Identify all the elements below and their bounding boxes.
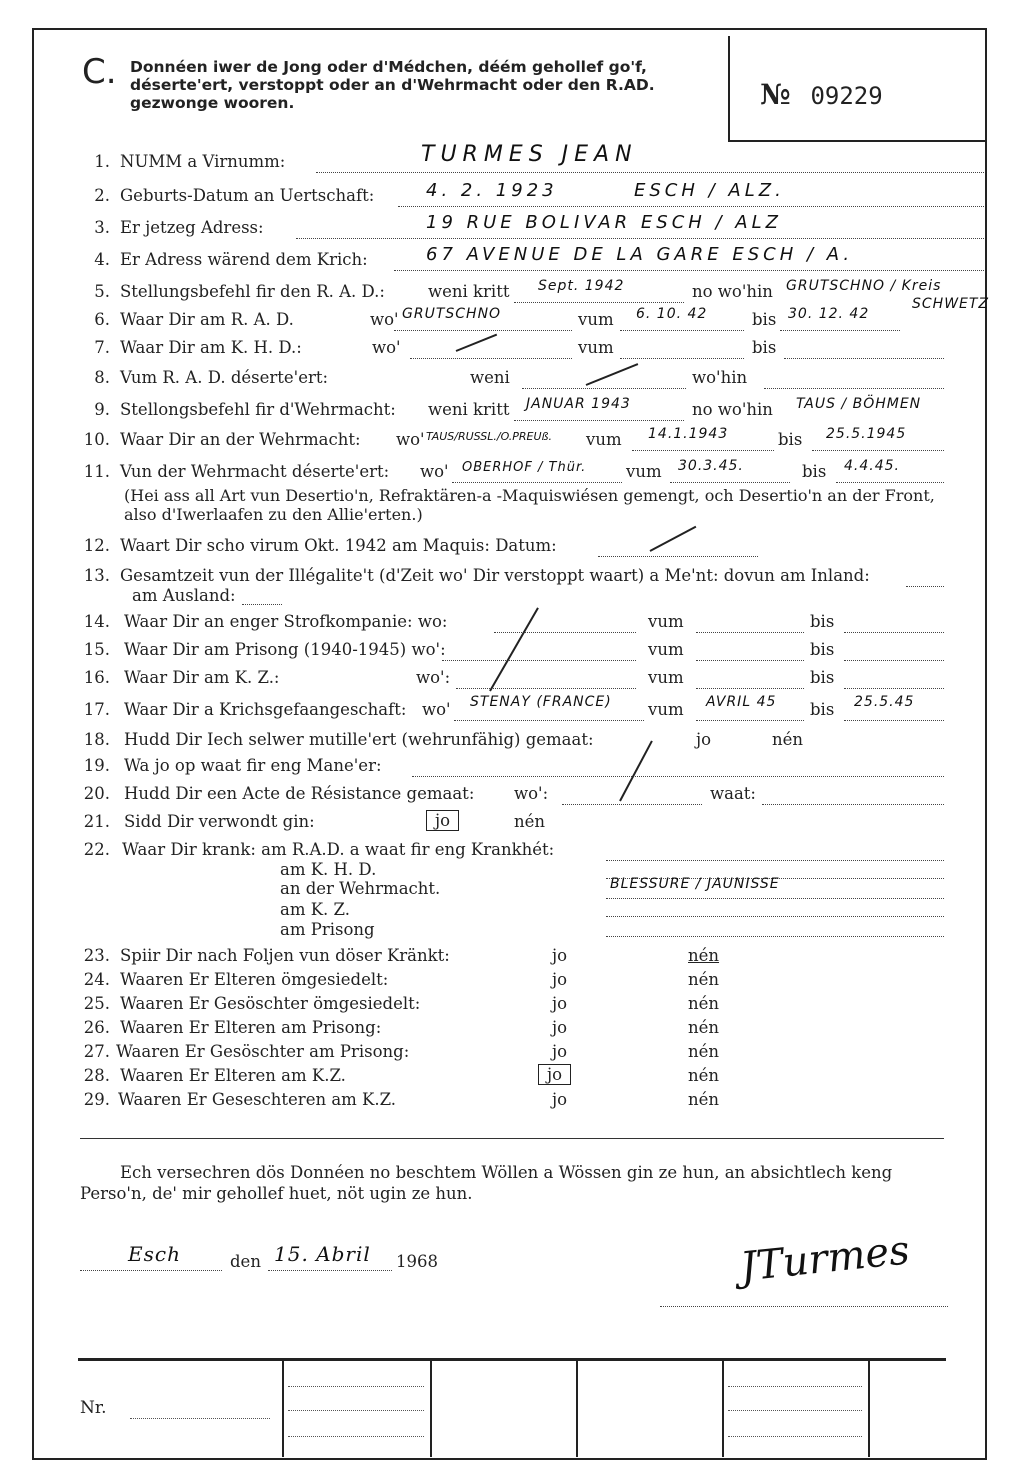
fill-line[interactable] (844, 688, 944, 689)
field-value-handwritten: 19 RUE BOLIVAR ESCH / ALZ (426, 212, 782, 233)
fill-line[interactable] (394, 270, 984, 271)
field-number: 16. (83, 668, 110, 687)
fill-line[interactable] (844, 660, 944, 661)
fill-line[interactable] (836, 482, 944, 483)
fill-line[interactable] (812, 450, 944, 451)
field-label: Waaren Er Elteren am K.Z. (120, 1066, 346, 1085)
option-nen[interactable]: nén (688, 1018, 720, 1037)
field-number: 21. (83, 812, 110, 831)
nr-label: Nr. (80, 1398, 107, 1418)
field-label: wo' (420, 462, 449, 481)
field-number: 27. (83, 1042, 110, 1061)
yesno-row (76, 1018, 984, 1044)
form-number (760, 78, 883, 111)
field-mutilation-how (76, 756, 984, 782)
field-label: Waar Dir an enger Strofkompanie: wo: (124, 612, 448, 631)
fill-line[interactable] (606, 916, 944, 917)
field-label: bis (752, 338, 777, 357)
option-nen[interactable]: nén (688, 994, 720, 1013)
field-label: Waaren Er Gesöschter ömgesiedelt: (120, 994, 421, 1013)
field-label: vum (648, 640, 684, 659)
fill-line[interactable] (268, 1270, 392, 1271)
field-number: 4. (94, 250, 110, 269)
section-letter: C. (82, 52, 117, 92)
fill-line[interactable] (844, 720, 944, 721)
field-number: 20. (83, 784, 110, 803)
field-label: bis (810, 700, 835, 719)
field-number: 18. (83, 730, 110, 749)
field-value-handwritten: 67 AVENUE DE LA GARE ESCH / A. (426, 244, 854, 265)
header-divider (728, 36, 730, 142)
illness-value: BLESSURE / JAUNISSE (610, 876, 780, 892)
field-rad (76, 296, 990, 336)
option-jo[interactable]: jo (552, 1018, 568, 1037)
option-nen[interactable]: nén (772, 730, 804, 749)
field-label: Vun der Wehrmacht déserte'ert: (120, 462, 390, 481)
field-pow (76, 694, 984, 726)
field-label: Waar Dir a Krichsgefaangeschaft: (124, 700, 407, 719)
field-maquis (76, 536, 984, 562)
field-label: Stellongsbefehl fir d'Wehrmacht: (120, 400, 396, 419)
field-number: 11. (83, 462, 110, 481)
fill-line[interactable] (670, 482, 790, 483)
yesno-row (76, 970, 984, 996)
option-jo[interactable]: jo (552, 994, 568, 1013)
wehrmacht-order-place: TAUS / BÖHMEN (796, 396, 922, 412)
fill-line[interactable] (696, 660, 804, 661)
rad-to: 30. 12. 42 (788, 306, 870, 322)
signature-fill-line[interactable] (660, 1306, 948, 1307)
footer-divider (78, 1358, 946, 1361)
fill-line[interactable] (398, 206, 984, 207)
footer-column-divider (282, 1361, 284, 1457)
field-label: Sidd Dir verwondt gin: (124, 812, 315, 831)
field-label: vum (578, 338, 614, 357)
pow-from: AVRIL 45 (706, 694, 777, 710)
field-number: 22. (83, 840, 110, 859)
rad-order-date: Sept. 1942 (538, 278, 625, 294)
field-label: Waar Dir am Prisong (1940-1945) wo': (124, 640, 446, 659)
desertion-note: (Hei ass all Art vun Desertio'n, Refraktären-a -Maquiswiésen gemengt, och Desertio'n an der Front, also d'Iwerlaafen zu den Allie'erten.) (124, 486, 935, 524)
field-number: 8. (94, 368, 110, 387)
option-jo[interactable]: jo (552, 946, 568, 965)
fill-line[interactable] (620, 330, 744, 331)
form-number-value: 09229 (810, 82, 883, 110)
number-symbol: № (760, 78, 791, 111)
field-number: 5. (94, 282, 110, 301)
field-label: Waar Dir krank: am R.A.D. a waat fir eng Krankhét: (122, 840, 555, 859)
footer-cell-line[interactable] (288, 1386, 424, 1387)
field-label: Waar Dir am R. A. D. (120, 310, 294, 329)
fill-line[interactable] (632, 450, 774, 451)
field-label: weni (470, 368, 510, 387)
field-label: bis (810, 668, 835, 687)
field-kz (76, 668, 984, 694)
field-label: den (230, 1252, 261, 1271)
field-label: vum (648, 612, 684, 631)
fill-line[interactable] (606, 860, 944, 861)
yesno-row (76, 1090, 984, 1116)
field-label: wo'hin (692, 368, 748, 387)
field-label: Waar Dir an der Wehrmacht: (120, 430, 361, 449)
yesno-row (76, 994, 984, 1020)
field-war-address (76, 244, 984, 276)
fill-line[interactable] (242, 604, 282, 605)
fill-line[interactable] (784, 358, 944, 359)
field-label: bis (752, 310, 777, 329)
rad-order-place: GRUTSCHNO / Kreis (786, 278, 942, 294)
field-label: bis (778, 430, 803, 449)
fill-line[interactable] (762, 804, 944, 805)
field-number: 25. (83, 994, 110, 1013)
fill-line[interactable] (514, 420, 684, 421)
field-label: wo' (396, 430, 425, 449)
option-nen-selected[interactable]: nén (688, 946, 720, 965)
fill-line[interactable] (764, 388, 944, 389)
field-number: 26. (83, 1018, 110, 1037)
rad-from: 6. 10. 42 (636, 306, 708, 322)
fill-line[interactable] (442, 660, 636, 661)
field-number: 28. (83, 1066, 110, 1085)
illness-sub-label: an der Wehrmacht. (280, 879, 441, 898)
fill-line[interactable] (844, 632, 944, 633)
field-label: vum (578, 310, 614, 329)
footer-cell-line[interactable] (288, 1410, 424, 1411)
field-prison (76, 640, 984, 666)
field-label: Waaren Er Elteren ömgesiedelt: (120, 970, 389, 989)
fill-line[interactable] (620, 358, 744, 359)
fill-line[interactable] (412, 776, 944, 777)
fill-line[interactable] (696, 720, 804, 721)
form-title: Donnéen iwer de Jong oder d'Médchen, déém gehollef go'f, déserte'ert, verstoppt oder an d'Wehrmacht oder den R.AD. gezwonge wooren. (130, 58, 655, 112)
option-nen[interactable]: nén (514, 812, 546, 831)
field-rad-order (76, 278, 984, 308)
field-label: Waaren Er Geseschteren am K.Z. (118, 1090, 397, 1109)
field-label: wo': (416, 668, 451, 687)
birth-date-value: 4. 2. 1923 (426, 180, 558, 201)
desertion-place: OBERHOF / Thür. (462, 460, 587, 475)
wehrmacht-order-date: JANUAR 1943 (526, 396, 631, 412)
fill-line[interactable] (454, 720, 644, 721)
yesno-row (76, 1066, 984, 1092)
field-khd (76, 338, 984, 364)
field-value-handwritten: TURMES JEAN (421, 142, 638, 167)
footer-column-divider (722, 1361, 724, 1457)
option-jo-selected[interactable]: jo (538, 1064, 571, 1085)
field-number: 13. (83, 566, 110, 585)
field-wehrmacht-deserted (76, 458, 984, 488)
field-illness (76, 840, 984, 940)
field-birth (76, 180, 984, 212)
fill-line[interactable] (696, 688, 804, 689)
field-label: Spiir Dir nach Foljen vun döser Kränkt: (120, 946, 450, 965)
rad-extra-note: SCHWETZ (912, 296, 990, 312)
field-label: bis (810, 640, 835, 659)
fill-line[interactable] (522, 388, 686, 389)
field-label: vum (586, 430, 622, 449)
field-number: 2. (94, 186, 110, 205)
option-nen[interactable]: nén (688, 1042, 720, 1061)
field-label: weni kritt (428, 282, 510, 301)
footer-column-divider (576, 1361, 578, 1457)
field-label: am Ausland: (132, 586, 236, 605)
field-label: no wo'hin (692, 282, 773, 301)
illness-sub-label: am Prisong (280, 920, 375, 939)
footer-cell-line[interactable] (728, 1386, 862, 1387)
field-number: 3. (94, 218, 110, 237)
field-wounded (76, 812, 984, 838)
field-number: 17. (83, 700, 110, 719)
field-penal-company (76, 612, 984, 638)
illness-sub-label: am K. Z. (280, 900, 350, 919)
field-label: Waar Dir am K. Z.: (124, 668, 280, 687)
field-number: 10. (83, 430, 110, 449)
desertion-to: 4.4.45. (844, 458, 900, 474)
illness-sub-label: am K. H. D. (280, 860, 377, 879)
field-label: Stellungsbefehl fir den R. A. D.: (120, 282, 385, 301)
field-label: wo': (514, 784, 549, 803)
field-label: wo' (370, 310, 399, 329)
pow-place: STENAY (FRANCE) (470, 694, 612, 710)
wehrmacht-to: 25.5.1945 (826, 426, 907, 442)
fill-line[interactable] (514, 302, 684, 303)
field-label: Waaren Er Elteren am Prisong: (120, 1018, 382, 1037)
field-label: Gesamtzeit vun der Illégalite't (d'Zeit wo' Dir verstoppt waart) a Me'nt: dovun am Inland: (120, 566, 870, 585)
field-number: 6. (94, 310, 110, 329)
field-label: no wo'hin (692, 400, 773, 419)
yesno-row (76, 1042, 984, 1068)
fill-line[interactable] (606, 936, 944, 937)
field-label: Vum R. A. D. déserte'ert: (120, 368, 329, 387)
field-label: Er Adress wärend dem Krich: (120, 250, 368, 269)
footer-cell-line[interactable] (288, 1436, 424, 1437)
field-address (76, 212, 984, 244)
nr-fill-line[interactable] (130, 1418, 270, 1419)
footer-cell-line[interactable] (728, 1410, 862, 1411)
signature-date: 15. Abril (274, 1242, 371, 1266)
field-number: 23. (83, 946, 110, 965)
header-divider-bottom (728, 140, 986, 142)
option-nen[interactable]: nén (688, 1066, 720, 1085)
fill-line[interactable] (906, 586, 944, 587)
option-jo[interactable]: jo (552, 970, 568, 989)
field-self-mutilation (76, 730, 984, 756)
field-number: 24. (83, 970, 110, 989)
fill-line[interactable] (562, 804, 702, 805)
section-divider (80, 1138, 944, 1139)
fill-line[interactable] (696, 632, 804, 633)
field-label: wo' (372, 338, 401, 357)
field-illegality (76, 566, 984, 610)
fill-line[interactable] (780, 330, 900, 331)
rad-place: GRUTSCHNO (402, 306, 502, 322)
option-jo[interactable]: jo (552, 1042, 568, 1061)
field-label: weni kritt (428, 400, 510, 419)
fill-line[interactable] (80, 1270, 222, 1271)
field-number: 7. (94, 338, 110, 357)
field-resistance (76, 784, 984, 810)
fill-line[interactable] (598, 556, 758, 557)
field-rad-deserted (76, 368, 984, 394)
field-number: 9. (94, 400, 110, 419)
option-jo-selected[interactable]: jo (426, 810, 459, 831)
option-nen[interactable]: nén (688, 970, 720, 989)
yesno-row (76, 946, 984, 972)
option-jo[interactable]: jo (552, 1090, 568, 1109)
footer-cell-line[interactable] (728, 1436, 862, 1437)
field-number: 15. (83, 640, 110, 659)
field-number: 1. (94, 152, 110, 171)
field-wehrmacht-order (76, 396, 984, 426)
field-wehrmacht (76, 426, 984, 456)
signature-year: 1968 (396, 1252, 438, 1271)
field-label: Geburts-Datum an Uertschaft: (120, 186, 375, 205)
wehrmacht-place: TAUS/RUSSL./O.PREUß. (426, 430, 552, 443)
field-number: 12. (83, 536, 110, 555)
field-label: Waart Dir scho virum Okt. 1942 am Maquis: Datum: (120, 536, 557, 555)
footer-column-divider (430, 1361, 432, 1457)
fill-line[interactable] (394, 330, 572, 331)
declaration-text: Ech versechren dös Donnéen no beschtem Wöllen a Wössen gin ze hun, an absichtlech keng Perso'n, de' mir gehollef huet, nöt ugin ze hun. (80, 1163, 893, 1203)
desertion-from: 30.3.45. (678, 458, 744, 474)
field-label: waat: (710, 784, 756, 803)
pow-to: 25.5.45 (854, 694, 915, 710)
field-label: Waaren Er Gesöschter am Prisong: (116, 1042, 410, 1061)
signature: JTurmes (738, 1227, 912, 1291)
fill-line[interactable] (452, 482, 622, 483)
fill-line[interactable] (410, 358, 572, 359)
field-label: vum (648, 668, 684, 687)
field-number: 29. (83, 1090, 110, 1109)
field-label: Er jetzeg Adress: (120, 218, 264, 237)
field-label: NUMM a Virnumm: (120, 152, 286, 171)
field-name (76, 142, 984, 178)
field-number: 19. (83, 756, 110, 775)
field-label: bis (810, 612, 835, 631)
field-label: Waar Dir am K. H. D.: (120, 338, 302, 357)
field-label: vum (626, 462, 662, 481)
option-jo[interactable]: jo (696, 730, 712, 749)
option-nen[interactable]: nén (688, 1090, 720, 1109)
field-number: 14. (83, 612, 110, 631)
wehrmacht-from: 14.1.1943 (648, 426, 729, 442)
field-label: vum (648, 700, 684, 719)
field-label: Wa jo op waat fir eng Mane'er: (124, 756, 382, 775)
birth-place-value: ESCH / ALZ. (634, 180, 785, 201)
field-label: bis (802, 462, 827, 481)
field-label: Hudd Dir een Acte de Résistance gemaat: (124, 784, 475, 803)
fill-line[interactable] (606, 898, 944, 899)
signature-place: Esch (128, 1242, 181, 1266)
fill-line[interactable] (316, 172, 984, 173)
fill-line[interactable] (494, 632, 636, 633)
field-label: wo' (422, 700, 451, 719)
field-label: Hudd Dir Iech selwer mutille'ert (wehrunfähig) gemaat: (124, 730, 594, 749)
fill-line[interactable] (296, 238, 984, 239)
footer-column-divider (868, 1361, 870, 1457)
fill-line[interactable] (456, 688, 636, 689)
